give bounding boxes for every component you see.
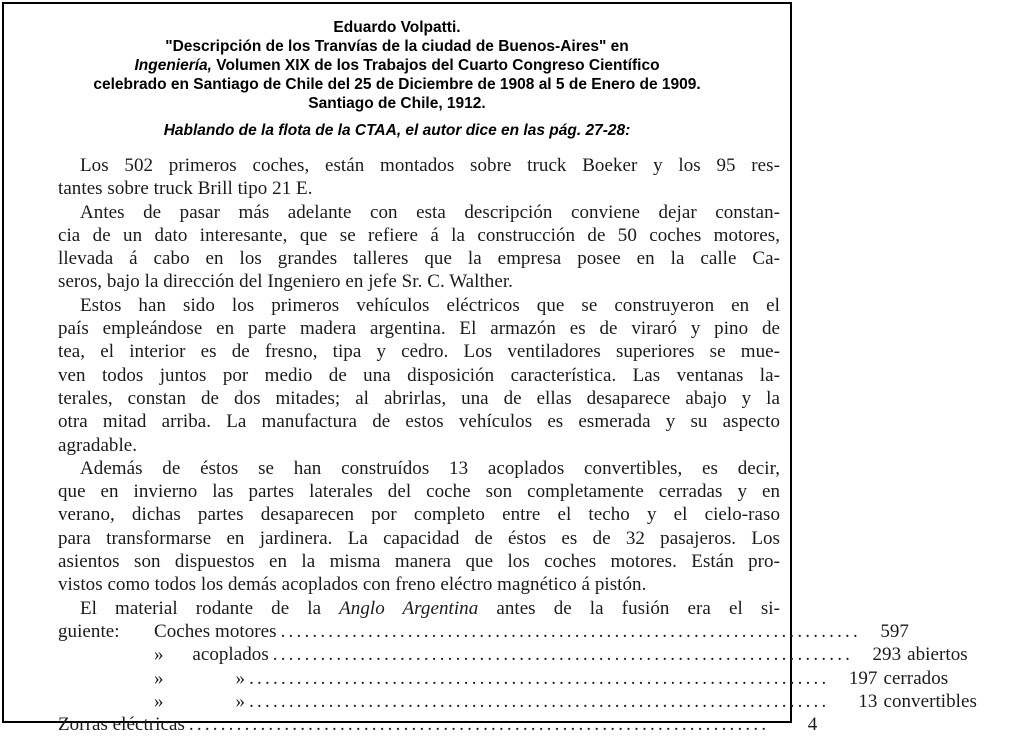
row-label: Zorras eléctricas xyxy=(58,714,185,736)
row-label: » » xyxy=(154,667,246,689)
text-line: Además de éstos se han construídos 13 acoplados convertibles, es decir, xyxy=(80,457,780,479)
text-line: llevada á cabo en los grandes talleres que la empresa posee en la calle Ca- xyxy=(58,248,780,270)
text-line: Los 502 primeros coches, están montados sobre truck Boeker y los 95 res- xyxy=(80,155,780,176)
journal-name: Ingeniería, xyxy=(134,57,212,74)
row-unit xyxy=(909,620,1029,643)
text-line: verano, dichas partes desaparecen por completo entre el techo y el cielo-raso xyxy=(58,504,780,526)
text-line: seros, bajo la dirección del Ingeniero en jefe Sr. C. Walther. xyxy=(58,271,513,293)
text-line: asientos son dispuestos en la misma manera que los coches motores. Están pro- xyxy=(58,551,780,573)
row-qty: 293 xyxy=(872,644,902,666)
row-label: » » xyxy=(154,690,246,712)
table-row xyxy=(58,667,949,690)
author: Eduardo Volpatti. xyxy=(333,19,461,36)
leader-dots: ......................................................................... xyxy=(249,690,830,712)
row-unit: cerrados xyxy=(883,667,949,689)
spacer xyxy=(58,690,154,713)
row-qty: 597 xyxy=(880,620,909,642)
leader-dots: ......................................................................... xyxy=(188,714,770,736)
table-row xyxy=(58,713,818,736)
leader-dots: ......................................................................... xyxy=(272,644,854,666)
table-row xyxy=(58,620,909,643)
table-row xyxy=(58,643,968,666)
row-unit: abiertos xyxy=(907,644,968,666)
document-frame xyxy=(2,2,977,736)
row-qty: 197 xyxy=(848,667,878,689)
text-line: otra mitad arriba. La manufactura de estos vehículos es esmerada y su aspecto xyxy=(58,411,780,433)
citation-header xyxy=(4,18,790,140)
table-row xyxy=(58,690,977,713)
row-qty: 4 xyxy=(807,714,818,736)
text-line xyxy=(58,597,780,620)
scanned-page-text xyxy=(58,154,977,736)
table-lead: guiente: xyxy=(58,620,120,642)
text-line: tantes sobre truck Brill tipo 21 E. xyxy=(58,178,313,200)
article-title: "Descripción de los Tranvías de la ciudad de Buenos-Aires" en xyxy=(165,38,629,55)
intro-note: Hablando de la flota de la CTAA, el autor dice en las pág. 27-28: xyxy=(163,122,631,139)
text-line: para transformarse en jardinera. La capacidad de éstos es de 32 pasajeros. Los xyxy=(58,527,780,549)
text-line: agradable. xyxy=(58,434,138,456)
row-unit xyxy=(817,713,937,736)
text-line: vistos como todos los demás acoplados con freno eléctro magnético á pistón. xyxy=(58,574,647,596)
congress-dates: celebrado en Santiago de Chile del 25 de Diciembre de 1908 al 5 de Enero de 1909. xyxy=(93,76,701,93)
publication-place: Santiago de Chile, 1912. xyxy=(308,95,486,112)
volume-info: Volumen XIX de los Trabajos del Cuarto Congreso Científico xyxy=(211,57,660,74)
row-label: Coches motores xyxy=(154,620,277,642)
spacer xyxy=(58,643,154,666)
leader-dots: ......................................................................... xyxy=(249,667,830,689)
text-line: país empleándose en parte madera argentina. El armazón es de viraró y pino de xyxy=(58,318,780,340)
text-fragment: antes de la fusión era el si- xyxy=(478,597,781,619)
row-qty: 13 xyxy=(858,690,878,712)
journal-line xyxy=(4,56,790,75)
leader-dots: ......................................................................... xyxy=(280,620,861,642)
text-line: que en invierno las partes laterales del coche son completamente cerradas y en xyxy=(58,481,780,503)
row-label: » acoplados xyxy=(154,644,269,666)
text-line: terales, constan de dos mitades; al abrirlas, una de ellas desaparece abajo y la xyxy=(58,387,780,409)
text-line: tea, el interior es de fresno, tipa y cedro. Los ventiladores superiores se mue- xyxy=(58,341,780,363)
text-line: ven todos juntos por medio de una disposición característica. Las ventanas la- xyxy=(58,364,780,386)
text-line: Estos han sido los primeros vehículos eléctricos que se construyeron en el xyxy=(80,294,780,316)
text-line: cia de un dato interesante, que se refiere á la construcción de 50 coches motores, xyxy=(58,224,780,246)
spacer xyxy=(58,667,154,690)
text-line: Antes de pasar más adelante con esta descripción conviene dejar constan- xyxy=(80,201,780,223)
row-unit: convertibles xyxy=(883,690,977,712)
text-fragment: El material rodante de la xyxy=(80,597,340,619)
company-name: Anglo Argentina xyxy=(339,597,479,619)
